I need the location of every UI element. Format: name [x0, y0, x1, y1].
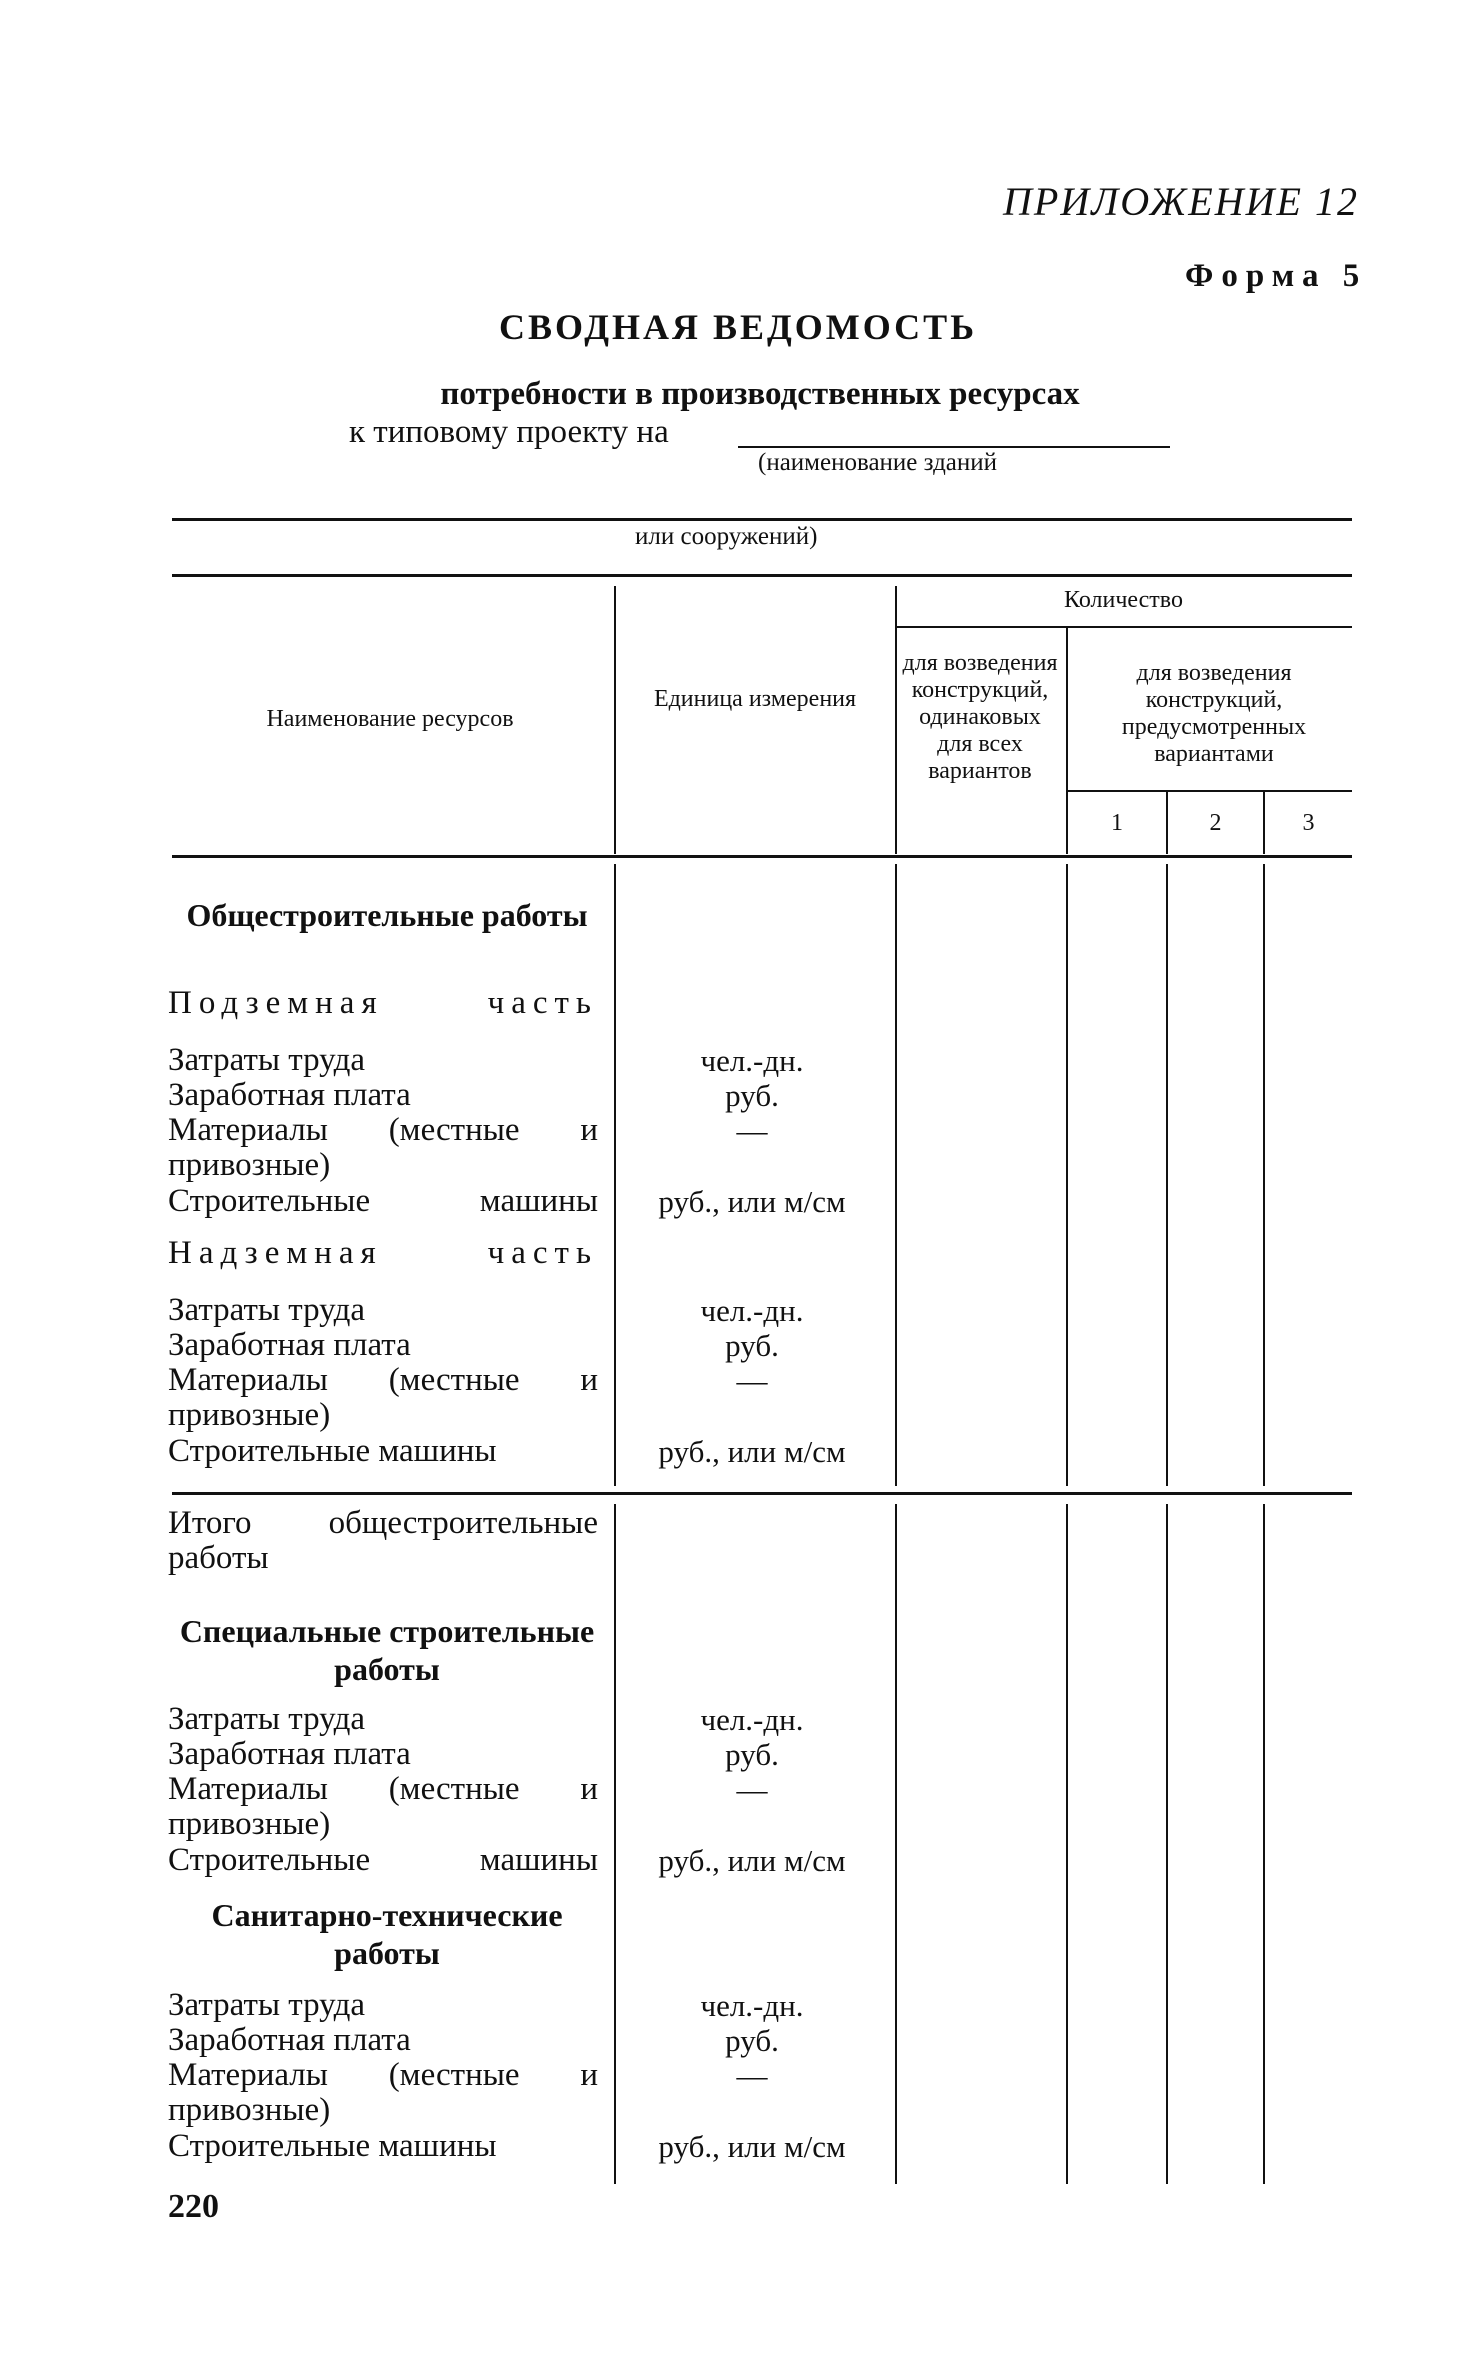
unit-materials-sanitary: —: [736, 2058, 768, 2093]
row-machines-underground: Строительные машины: [168, 1183, 598, 1219]
row-labor-aboveground: Затраты труда: [168, 1292, 366, 1328]
row-materials-special: Материалы (местные и привозные): [168, 1771, 598, 1842]
unit-materials-special: —: [736, 1772, 768, 1807]
col-divider-4-body-b: [1166, 1504, 1168, 2184]
col-divider-1-header: [614, 586, 616, 854]
project-caption-2: или сооружений): [635, 523, 818, 550]
header-unit: Единица измерения: [653, 686, 857, 712]
section-special-works: Специальные строительные работы: [179, 1613, 595, 1687]
unit-machines-special: руб., или м/см: [658, 1843, 846, 1878]
col-divider-3-body-a: [1066, 864, 1068, 1486]
col-divider-3-body-b: [1066, 1504, 1068, 2184]
row-materials-aboveground: Материалы (местные и привозные): [168, 1362, 598, 1433]
header-per-variant: для возведения конструкций, предусмотренных вариантами: [1121, 660, 1307, 767]
variants-under-rule: [1068, 790, 1352, 792]
col-divider-2-header: [895, 586, 897, 854]
unit-labor-sanitary: чел.-дн.: [700, 1988, 804, 2023]
table-top-rule: [172, 574, 1352, 577]
header-same-for-all: для возведения конструкций, одинаковых для всех вариантов: [902, 650, 1058, 784]
col-divider-2-body-a: [895, 864, 897, 1486]
header-variant-3: 3: [1302, 810, 1315, 836]
section-aboveground-part: Надземная часть: [168, 1235, 598, 1271]
unit-materials-underground: —: [736, 1113, 768, 1148]
header-resource-name: Наименование ресурсов: [266, 706, 514, 732]
header-bottom-rule: [172, 855, 1352, 858]
section-general-works: Общестроительные работы: [186, 897, 588, 933]
row-machines-sanitary: Строительные машины: [168, 2128, 497, 2164]
row-total-general-works: Итого общестроительные работы: [168, 1505, 598, 1576]
unit-wages-underground: руб.: [725, 1078, 779, 1113]
row-wages-aboveground: Заработная плата: [168, 1327, 411, 1363]
header-variant-1: 1: [1111, 810, 1123, 836]
appendix-label: ПРИЛОЖЕНИЕ 12: [1003, 179, 1359, 224]
unit-wages-aboveground: руб.: [725, 1328, 779, 1363]
unit-wages-sanitary: руб.: [725, 2023, 779, 2058]
document-subtitle: потребности в производственных ресурсах: [440, 376, 1080, 412]
row-wages-special: Заработная плата: [168, 1736, 411, 1772]
col-divider-5-body-a: [1263, 864, 1265, 1486]
unit-labor-underground: чел.-дн.: [700, 1043, 804, 1078]
unit-labor-special: чел.-дн.: [700, 1702, 804, 1737]
unit-wages-special: руб.: [725, 1737, 779, 1772]
col-divider-5-body-b: [1263, 1504, 1265, 2184]
document-title: СВОДНАЯ ВЕДОМОСТЬ: [498, 307, 977, 347]
row-labor-sanitary: Затраты труда: [168, 1987, 366, 2023]
section-underground-part: Подземная часть: [168, 985, 598, 1021]
header-quantity: Количество: [1064, 587, 1183, 613]
quantity-under-rule: [895, 626, 1352, 628]
unit-labor-aboveground: чел.-дн.: [700, 1293, 804, 1328]
col-divider-2-body-b: [895, 1504, 897, 2184]
project-line: к типовому проекту на: [349, 414, 669, 450]
unit-materials-aboveground: —: [736, 1363, 768, 1398]
row-wages-underground: Заработная плата: [168, 1077, 411, 1113]
unit-machines-aboveground: руб., или м/см: [658, 1434, 846, 1469]
row-materials-sanitary: Материалы (местные и привозные): [168, 2057, 598, 2128]
header-variant-2: 2: [1209, 810, 1222, 836]
col-divider-4-body-a: [1166, 864, 1168, 1486]
page-number: 220: [168, 2188, 219, 2225]
project-caption-1: (наименование зданий: [758, 449, 998, 476]
section-sanitary-works: Санитарно-технические работы: [211, 1897, 563, 1971]
row-labor-special: Затраты труда: [168, 1701, 366, 1737]
unit-machines-sanitary: руб., или м/см: [658, 2129, 846, 2164]
row-machines-special: Строительные машины: [168, 1842, 598, 1878]
row-materials-underground: Материалы (местные и привозные): [168, 1112, 598, 1183]
project-blank-line-2: [172, 518, 1352, 521]
unit-machines-underground: руб., или м/см: [658, 1184, 846, 1219]
form-label: Форма 5: [1185, 258, 1368, 294]
section-separator-rule: [172, 1492, 1352, 1495]
row-machines-aboveground: Строительные машины: [168, 1433, 497, 1469]
project-blank-line: [738, 446, 1170, 448]
row-labor-underground: Затраты труда: [168, 1042, 366, 1078]
row-wages-sanitary: Заработная плата: [168, 2022, 411, 2058]
